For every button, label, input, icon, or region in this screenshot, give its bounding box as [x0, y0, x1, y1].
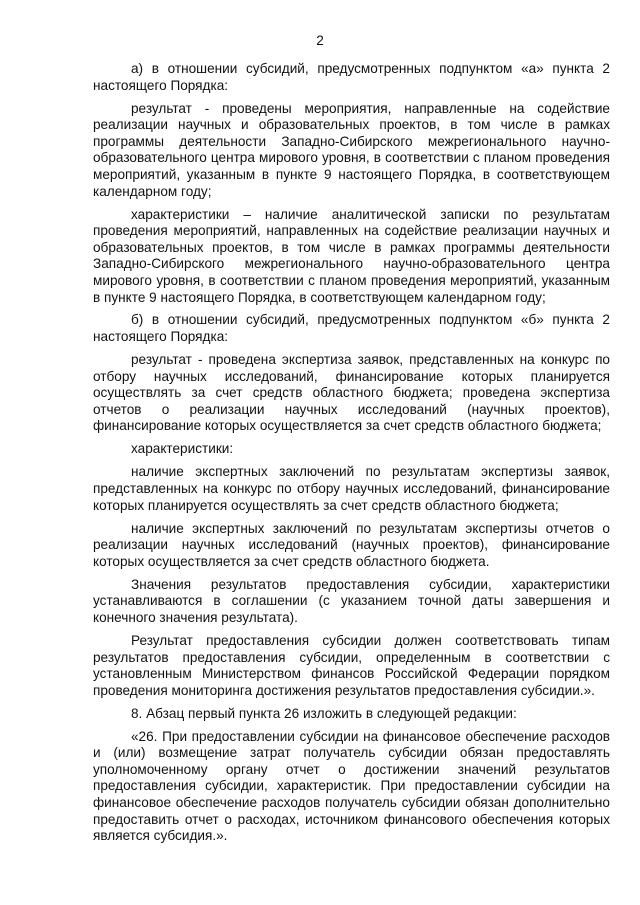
page-number: 2 [316, 33, 324, 48]
paragraph: наличие экспертных заключений по результатам экспертизы отчетов о реализации научных исследований (научных проектов), финансирование которых осуществляется за счет средств областного бюджета. [93, 520, 610, 569]
paragraph: характеристики: [131, 441, 234, 457]
paragraph: Результат предоставления субсидии должен соответствовать типам результатов предоставления субсидии, определенным в соответствии с установленным Министерством финансов Российской Федерации порядком проведения мониторинга достижения результатов предоставления субсидии.». [93, 632, 610, 698]
paragraph: результат - проведены мероприятия, направленные на содействие реализации научных и образовательных проектов, в том числе в рамках программы деятельности Западно-Сибирского межрегионального научно-образовательного центра мирового уровня, в соответствии с планом проведения мероприятий, указанным в пункте 9 настоящего Порядка, в соответствующем календарном году; [93, 100, 610, 199]
paragraph: «26. При предоставлении субсидии на финансовое обеспечение расходов и (или) возмещение затрат получатель субсидии обязан предоставлять уполномоченному органу отчет о достижении значений результатов предоставления субсидии, характеристик. При предоставлении субсидии на финансовое обеспечение расходов получатель субсидии обязан дополнительно предоставить отчет о расходах, источником финансового обеспечения которых является субсидия.». [93, 728, 610, 844]
paragraph: наличие экспертных заключений по результатам экспертизы заявок, представленных на конкурс по отбору научных исследований, финансирование которых планируется осуществлять за счет средств областного бюджета; [93, 464, 610, 513]
paragraph: а) в отношении субсидий, предусмотренных подпунктом «а» пункта 2 настоящего Порядка: [93, 61, 610, 93]
paragraph: характеристики – наличие аналитической записки по результатам проведения мероприятий, направленных на содействие реализации научных и образовательных проектов, в том числе в рамках программы деятельности Западно-Сибирского межрегионального научно-образовательного центра мирового уровня, в соответствии с планом проведения мероприятий, указанным в пункте 9 настоящего Порядка, в соответствующем календарном году; [93, 206, 610, 305]
paragraph: б) в отношении субсидий, предусмотренных подпунктом «б» пункта 2 настоящего Порядка: [93, 312, 610, 345]
paragraph: 8. Абзац первый пункта 26 изложить в следующей редакции: [131, 705, 517, 721]
document-body [93, 61, 610, 851]
paragraph: Значения результатов предоставления субсидии, характеристики устанавливаются в соглашении (с указанием точной даты завершения и конечного значения результата). [93, 576, 610, 625]
paragraph: результат - проведена экспертиза заявок, представленных на конкурс по отбору научных исследований, финансирование которых планируется осуществлять за счет средств областного бюджета; проведена экспертиза отчетов о реализации научных исследований (научных проектов), финансирование которых осуществляется за счет средств областного бюджета; [93, 352, 610, 434]
